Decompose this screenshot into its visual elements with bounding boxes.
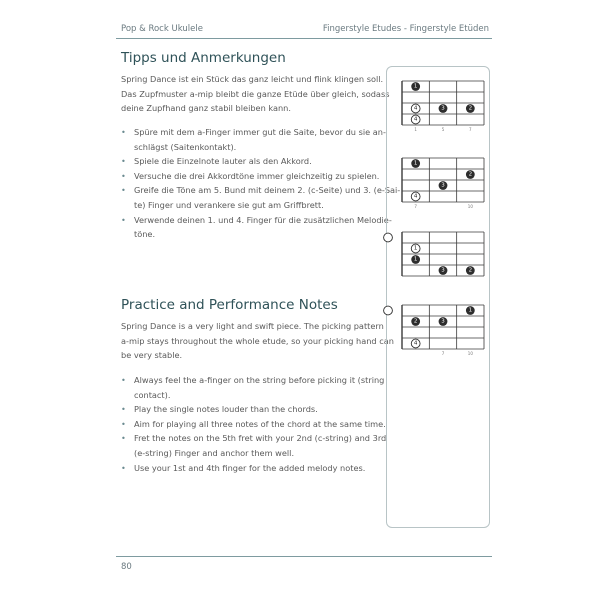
finger-number: 3 (441, 318, 445, 325)
finger-number: 4 (413, 340, 418, 347)
fret-number-label: 7 (414, 204, 417, 209)
english-intro-line: a-mip stays throughout the whole etude, so your picking hand can (121, 335, 394, 346)
german-intro-line: Spring Dance ist ein Stück das ganz leicht und flink klingen soll. (121, 74, 384, 84)
german-intro-line: Das Zupfmuster a-mip bleibt die ganze Etüde über gleich, sodass (121, 88, 390, 99)
finger-number: 2 (468, 267, 473, 274)
running-header-left: Pop & Rock Ukulele (121, 24, 203, 34)
finger-number: 2 (468, 105, 473, 112)
finger-number: 3 (441, 267, 445, 274)
finger-number: 3 (441, 105, 445, 112)
german-bullet: • Spiele die Einzelnote lauter als den Akkord. (121, 154, 400, 169)
german-bullet: • Versuche die drei Akkordtöne immer gleichzeitig zu spielen. (121, 169, 400, 184)
finger-number: 4 (413, 116, 418, 123)
fret-number-label: 10 (467, 351, 473, 356)
english-intro-line: be very stable. (121, 350, 183, 361)
finger-number: 2 (413, 318, 418, 325)
german-heading: Tipps und Anmerkungen (121, 50, 286, 66)
english-bullet: • Always feel the a-finger on the string before picking it (string contact). (121, 373, 386, 402)
fret-number-label: 5 (441, 127, 445, 132)
german-intro-line: deine Zupfhand ganz stabil bleiben kann. (121, 103, 291, 114)
english-heading: Practice and Performance Notes (121, 297, 338, 313)
finger-number: 1 (413, 256, 418, 263)
finger-number: 4 (413, 193, 418, 200)
fret-number-label: 10 (467, 204, 473, 209)
finger-number: 3 (441, 182, 445, 189)
finger-ring (384, 233, 393, 242)
finger-number: 1 (468, 307, 473, 314)
german-bullet: • Greife die Töne am 5. Bund mit deinem 2. (c-Seite) und 3. (e-Sai- te) Finger und verankere sie gut am Griffbrett. (121, 183, 400, 212)
finger-number: 2 (468, 171, 473, 178)
fret-number-label: 7 (441, 351, 445, 356)
finger-number: 1 (413, 160, 418, 167)
page-number: 80 (121, 562, 132, 572)
footer-rule (116, 556, 492, 557)
running-header-right: Fingerstyle Etudes - Fingerstyle Etüden (322, 24, 489, 34)
finger-number: 1 (413, 83, 418, 90)
english-bullet: • Aim for playing all three notes of the chord at the same time. (121, 417, 386, 432)
fret-number-label: 7 (469, 127, 472, 132)
english-bullet: • Fret the notes on the 5th fret with your 2nd (c-string) and 3rd (e-string) Finger and anchor them well. (121, 431, 386, 460)
finger-ring (384, 306, 393, 315)
finger-number: 4 (413, 105, 418, 112)
german-bullet: • Verwende deinen 1. und 4. Finger für die zusätzlichen Melodie- töne. (121, 213, 400, 242)
english-intro-line: Spring Dance is a very light and swift piece. The picking pattern (121, 321, 384, 331)
german-bullet: • Spüre mit dem a-Finger immer gut die Saite, bevor du sie an- schlägst (Saitenkontakt). (121, 125, 400, 154)
fret-number-label: 1 (414, 127, 417, 132)
english-bullet: • Use your 1st and 4th finger for the added melody notes. (121, 461, 386, 476)
finger-number: 1 (413, 245, 418, 252)
english-bullet: • Play the single notes louder than the chords. (121, 402, 386, 417)
